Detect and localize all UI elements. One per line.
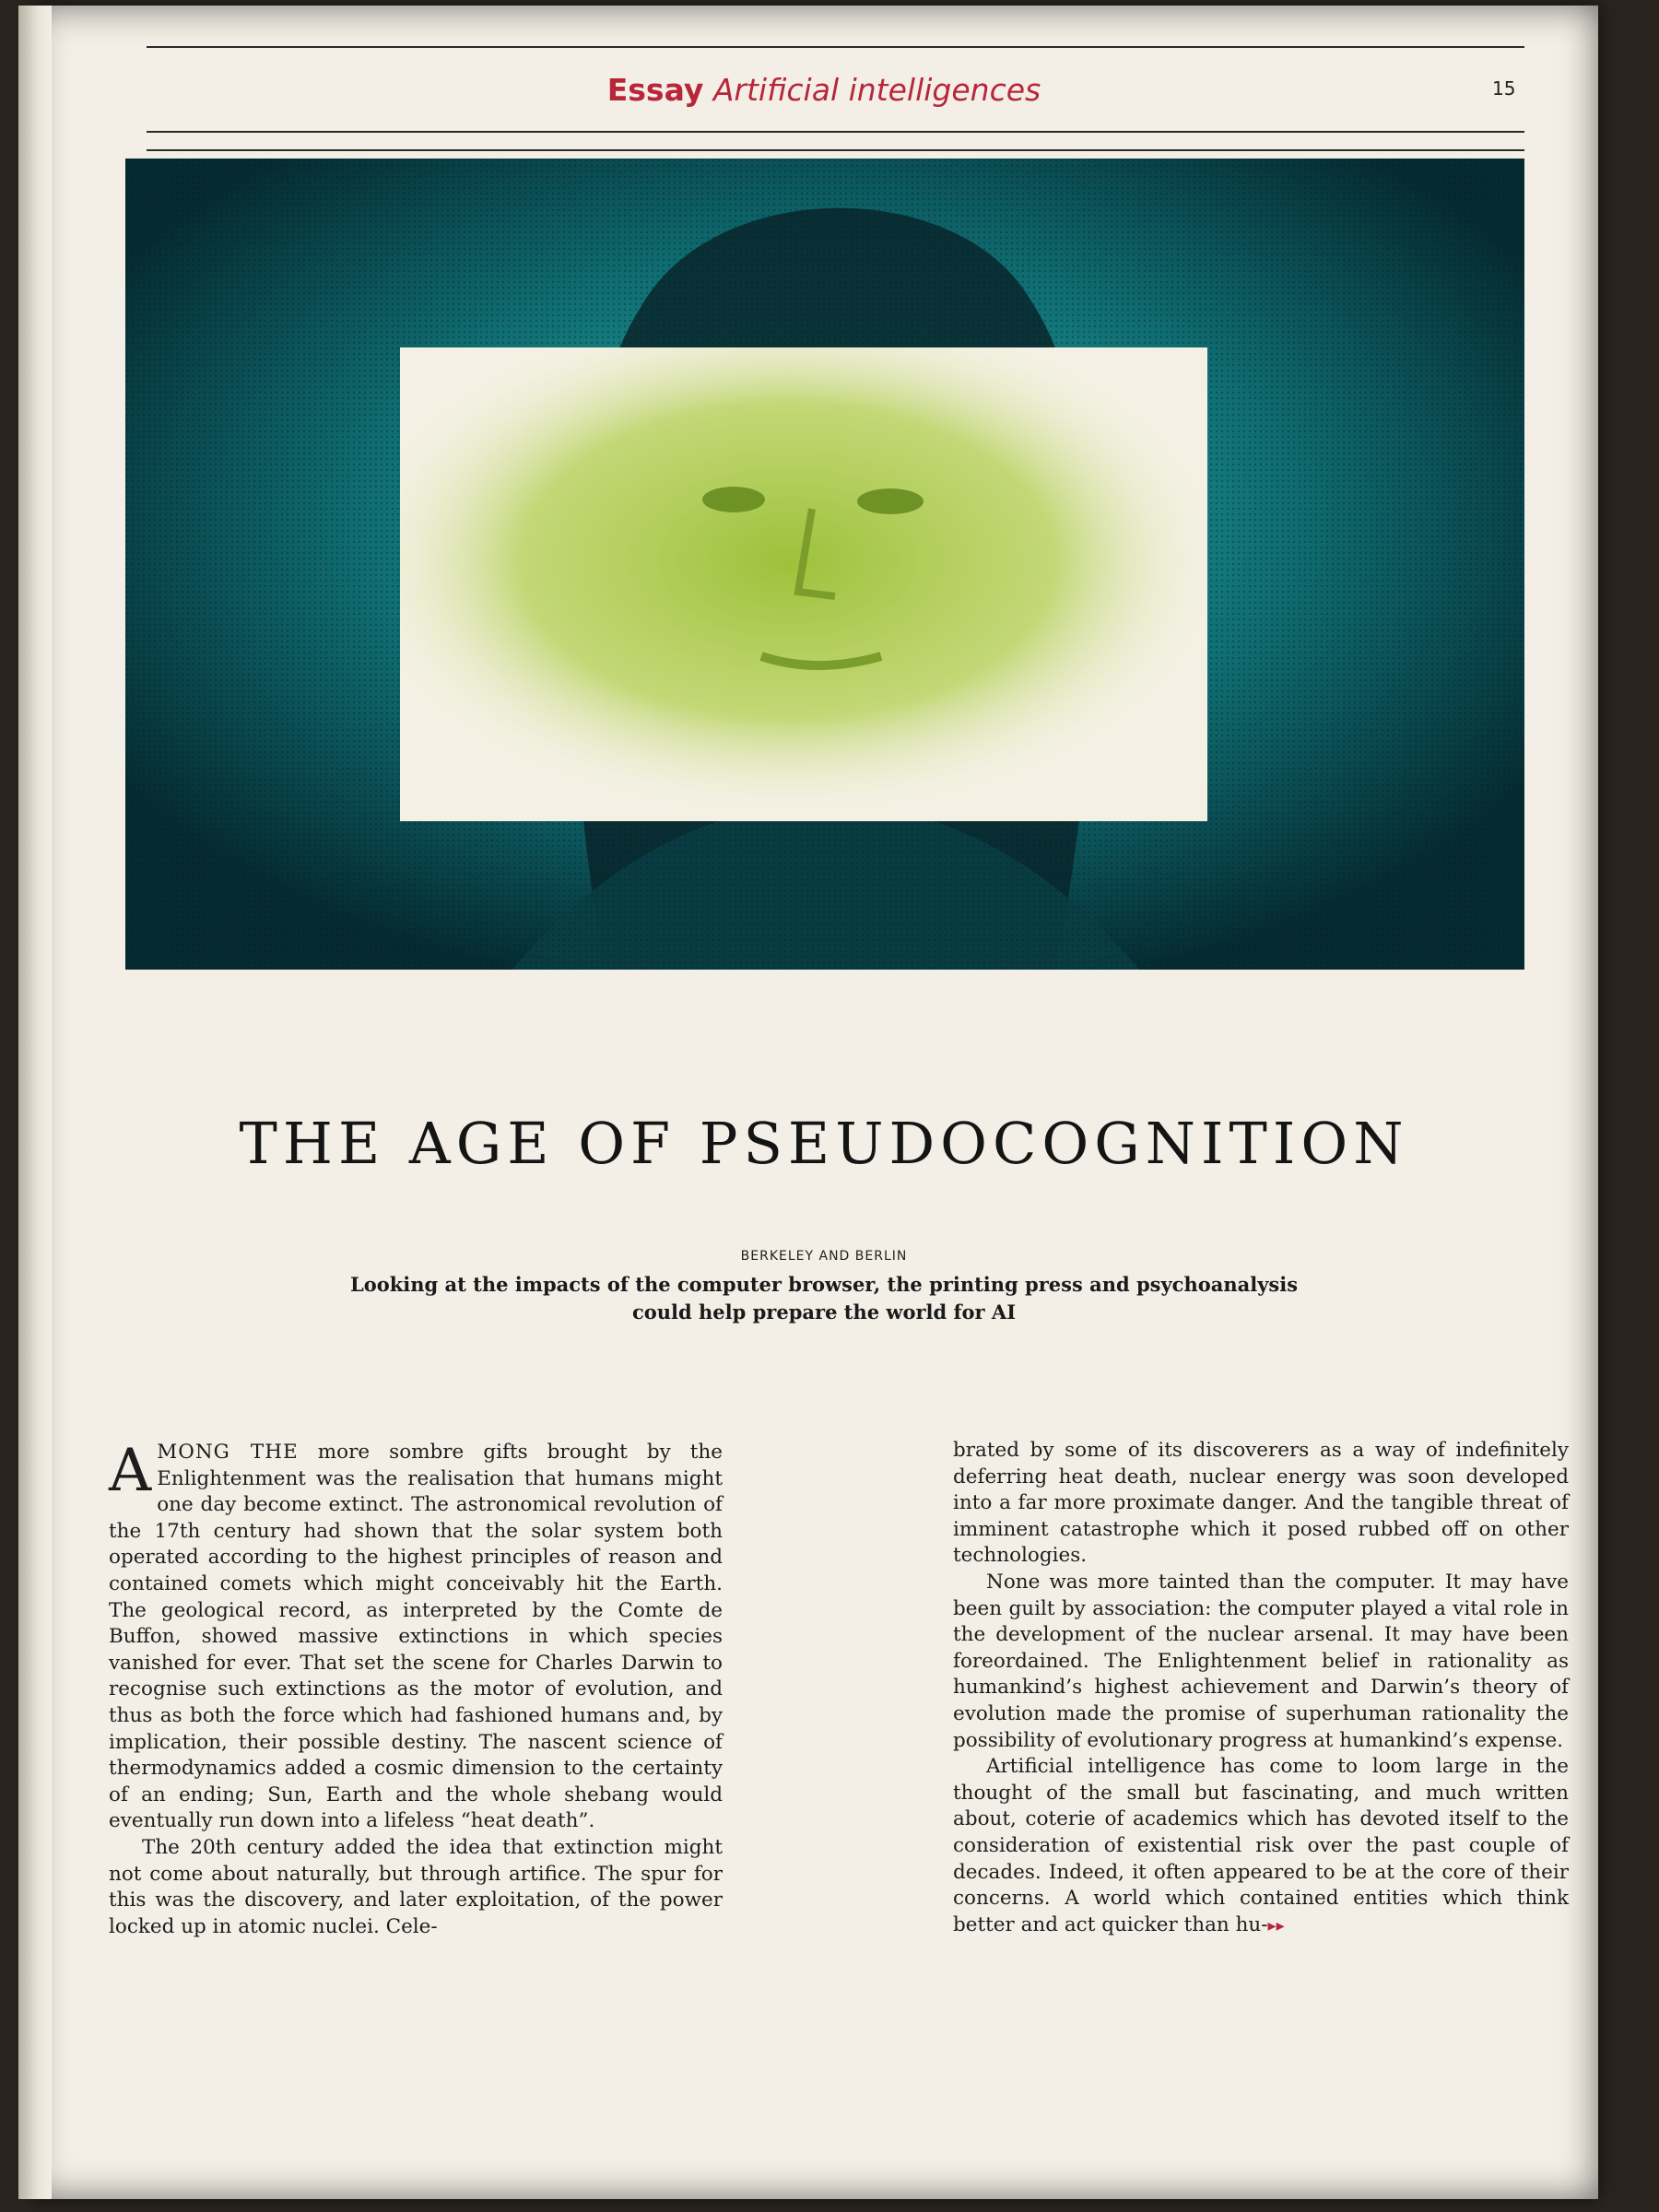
paragraph bbox=[953, 1754, 1569, 1939]
standfirst bbox=[31, 1271, 1617, 1326]
continue-arrow-icon: ▸▸ bbox=[1267, 1915, 1285, 1936]
standfirst-line-1: Looking at the impacts of the computer browser, the printing press and psychoanalysis bbox=[349, 1273, 1299, 1296]
lead-in: MONG THE bbox=[157, 1441, 299, 1464]
top-rule bbox=[147, 46, 1524, 48]
magazine-page bbox=[31, 6, 1598, 2199]
paragraph-text: Artificial intelligence has come to loom large in the thought of the small but fascinating, and much written about, coterie of academics which has devoted itself to the consideration of existential risk over the past couple of decades. Indeed, it often appeared to be at the core of their concerns. A world which contained entities which think better and act quicker than hu- bbox=[953, 1755, 1569, 1936]
hero-illustration bbox=[125, 159, 1524, 970]
article-title: THE AGE OF PSEUDOCOGNITION bbox=[239, 1110, 1409, 1177]
page-number: 15 bbox=[1492, 77, 1516, 100]
dateline: BERKELEY AND BERLIN bbox=[740, 1249, 908, 1264]
page-fold bbox=[18, 6, 52, 2199]
body-column-right bbox=[953, 1438, 1569, 1939]
header-rule-lower bbox=[147, 149, 1524, 151]
paragraph-text: more sombre gifts brought by the Enlightenment was the realisation that humans might one day become extinct. The astronomical revolution of the 17th century had shown that the solar system both operated according to the highest principles of reason and contained comets which might conceivably hit the Earth. The geological record, as interpreted by the Comte de Buffon, showed massive extinctions in which species vanished for ever. That set the scene for Charles Darwin to recognise such extinctions as the motor of evolution, and thus as both the force which had fashioned humans and, by implication, their possible destiny. The nascent science of thermodynamics added a cosmic dimension to the certainty of an ending; Sun, Earth and the whole shebang would eventually run down into a lifeless “heat death”. bbox=[109, 1441, 723, 1833]
section-header bbox=[31, 72, 1617, 108]
paragraph: The 20th century added the idea that extinction might not come about naturally, but through artifice. The spur for this was the discovery, and later exploitation, of the power locked up in atomic nuclei. Cele- bbox=[109, 1835, 723, 1938]
section-topic: Artificial intelligences bbox=[712, 72, 1041, 108]
standfirst-line-2: could help prepare the world for AI bbox=[631, 1300, 1017, 1324]
right-eye bbox=[857, 488, 924, 514]
left-eye bbox=[702, 487, 765, 512]
section-label: Essay bbox=[606, 72, 704, 108]
paragraph: brated by some of its discoverers as a way of indefinitely deferring heat death, nuclear energy was soon developed into a far more proximate danger. And the tangible threat of imminent catastrophe which it posed rubbed off on other technologies. bbox=[953, 1439, 1569, 1568]
paragraph bbox=[109, 1437, 723, 1835]
header-rule bbox=[147, 131, 1524, 133]
portrait-illustration bbox=[125, 159, 1524, 970]
drop-cap: A bbox=[109, 1437, 152, 1505]
paragraph: None was more tainted than the computer. It may have been guilt by association: the computer played a vital role in the development of the nuclear arsenal. It may have been foreordained. The Enlightenment belief in rationality as humankind’s highest achievement and Darwin’s theory of evolution made the promise of superhuman rationality the possibility of evolutionary progress at humankind’s expense. bbox=[953, 1570, 1569, 1752]
body-column-left bbox=[109, 1437, 723, 1940]
